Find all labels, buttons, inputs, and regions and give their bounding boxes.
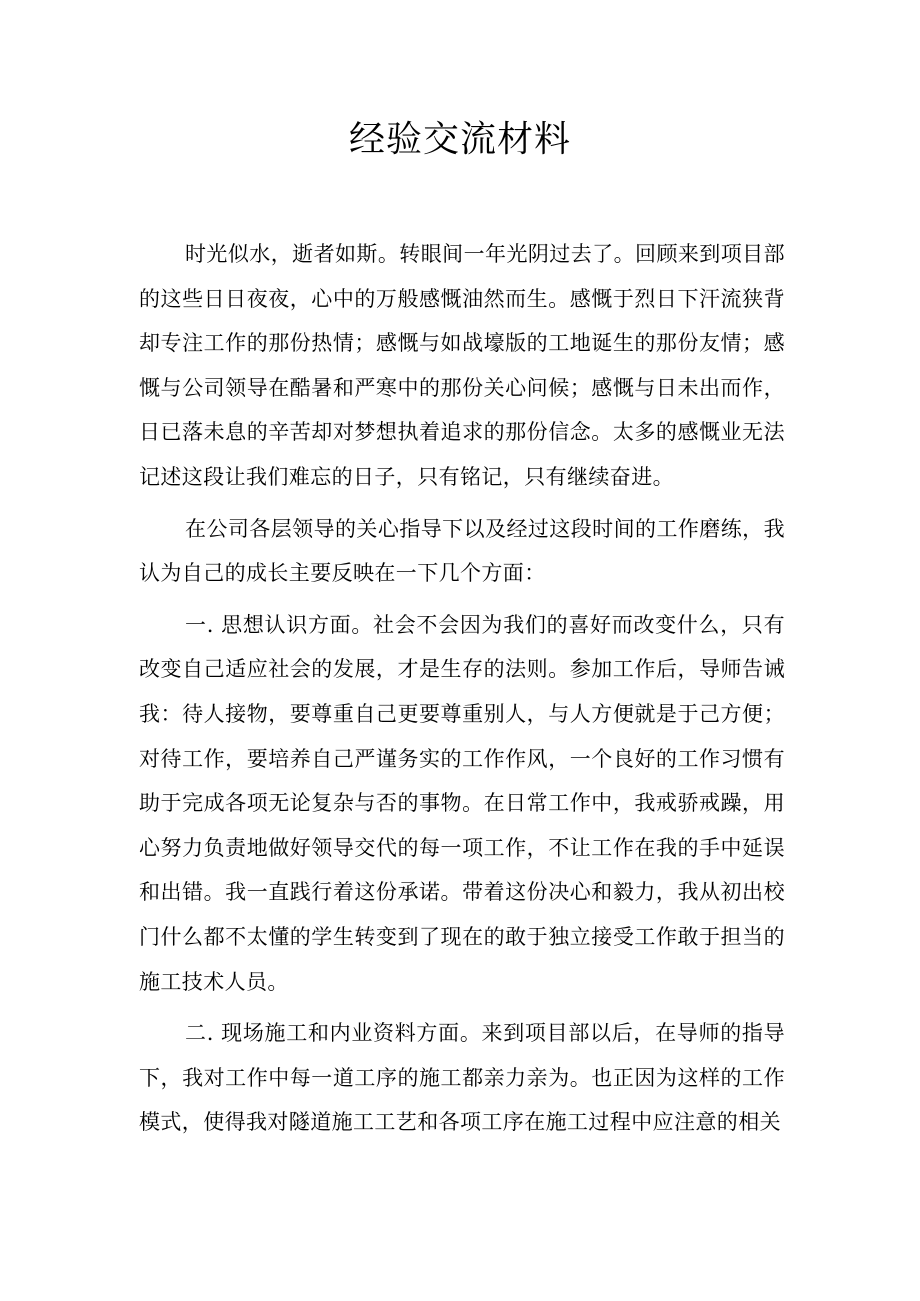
paragraph-section-2: 二. 现场施工和内业资料方面。来到项目部以后，在导师的指导下，我对工作中每一道工序的施工都亲力亲为。也正因为这样的工作模式，使得我对隧道施工工艺和各项工序在施工过程中应注意的相关 <box>139 1021 785 1135</box>
document-title: 经验交流材料 <box>348 119 571 160</box>
document-body <box>139 232 785 1145</box>
paragraph-intro: 时光似水，逝者如斯。转眼间一年光阴过去了。回顾来到项目部的这些日日夜夜，心中的万般感慨油然而生。感慨于烈日下汗流狭背却专注工作的那份热情；感慨与如战壕版的工地诞生的那份友情；感慨与公司领导在酷暑和严寒中的那份关心问候；感慨与日未出而作，日已落未息的辛苦却对梦想执着追求的那份信念。太多的感慨业无法记述这段让我们难忘的日子，只有铭记，只有继续奋进。 <box>139 242 785 489</box>
paragraph-section-1: 一. 思想认识方面。社会不会因为我们的喜好而改变什么，只有改变自己适应社会的发展，才是生存的法则。参加工作后，导师告诫我：待人接物，要尊重自己更要尊重别人，与人方便就是于己方便；对待工作，要培养自己严谨务实的工作作风，一个良好的工作习惯有助于完成各项无论复杂与否的事物。在日常工作中，我戒骄戒躁，用心努力负责地做好领导交代的每一项工作，不让工作在我的手中延误和出错。我一直践行着这份承诺。带着这份决心和毅力，我从初出校门什么都不太懂的学生转变到了现在的敢于独立接受工作敢于担当的施工技术人员。 <box>139 612 785 994</box>
paragraph-overview: 在公司各层领导的关心指导下以及经过这段时间的工作磨练，我认为自己的成长主要反映在一下几个方面： <box>139 516 785 586</box>
